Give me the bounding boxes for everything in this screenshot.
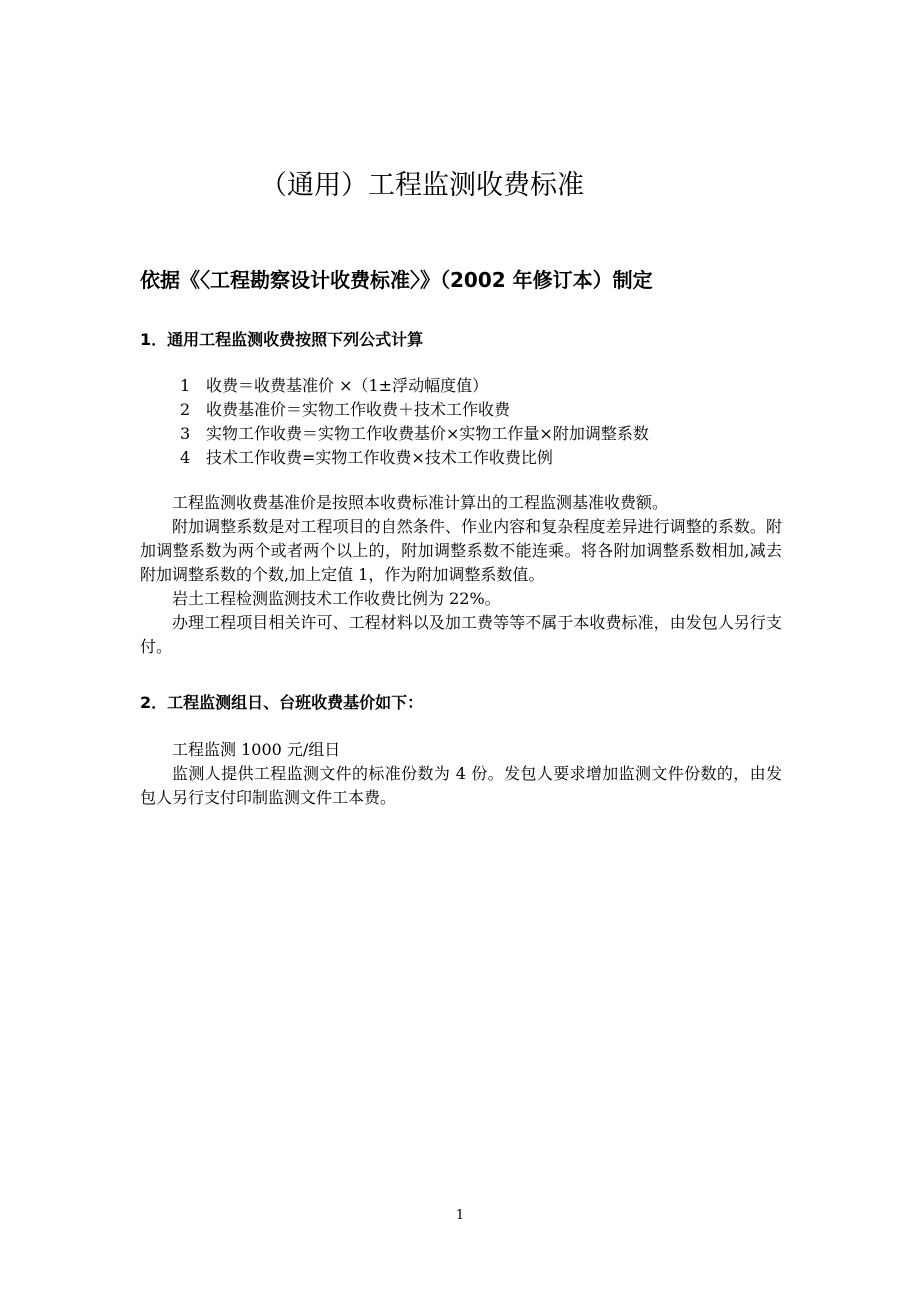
formula-item: [180, 374, 649, 398]
formula-number: 4: [180, 448, 191, 467]
paragraph-group-day-price: 工程监测 1000 元/组日: [172, 740, 341, 759]
formula-number: 3: [180, 424, 191, 443]
document-title: [0, 168, 920, 204]
formula-text: 收费基准价＝实物工作收费＋技术工作收费: [206, 400, 511, 419]
formula-text: 技术工作收费=实物工作收费×技术工作收费比例: [206, 448, 553, 467]
formula-list: [180, 374, 649, 470]
formula-item: [180, 398, 649, 422]
document-title-text: （通用）工程监测收费标准: [260, 170, 584, 201]
formula-number: 1: [180, 376, 191, 395]
paragraph-adjustment-factor: 附加调整系数是对工程项目的自然条件、作业内容和复杂程度差异进行调整的系数。附加调整系数为两个或者两个以上的，附加调整系数不能连乘。将各附加调整系数相加,减去附加调整系数的个数,加上定值 1，作为附加调整系数值。: [140, 517, 782, 584]
formula-text: 实物工作收费＝实物工作收费基价×实物工作量×附加调整系数: [206, 424, 649, 443]
paragraph-document-copies: 监测人提供工程监测文件的标准份数为 4 份。发包人要求增加监测文件份数的，由发包人另行支付印制监测文件工本费。: [140, 764, 782, 807]
formula-item: [180, 422, 649, 446]
section-2-heading: 2．工程监测组日、台班收费基价如下：: [140, 693, 424, 712]
formula-number: 2: [180, 400, 191, 419]
section-1-body: [140, 491, 782, 659]
section-1-heading: 1．通用工程监测收费按照下列公式计算: [140, 330, 424, 349]
paragraph-technical-ratio: 岩土工程检测监测技术工作收费比例为 22%。: [172, 589, 501, 608]
document-subtitle: 依据《〈工程勘察设计收费标准〉》（2002 年修订本）制定: [140, 268, 653, 292]
formula-text: 收费＝收费基准价 ×（1±浮动幅度值）: [206, 376, 489, 395]
paragraph-excluded-costs: 办理工程项目相关许可、工程材料以及加工费等等不属于本收费标准，由发包人另行支付。: [140, 613, 782, 656]
section-2-body: [140, 738, 782, 810]
paragraph-base-price: 工程监测收费基准价是按照本收费标准计算出的工程监测基准收费额。: [172, 493, 669, 512]
page-number: 1: [455, 1208, 465, 1223]
formula-item: [180, 446, 649, 470]
